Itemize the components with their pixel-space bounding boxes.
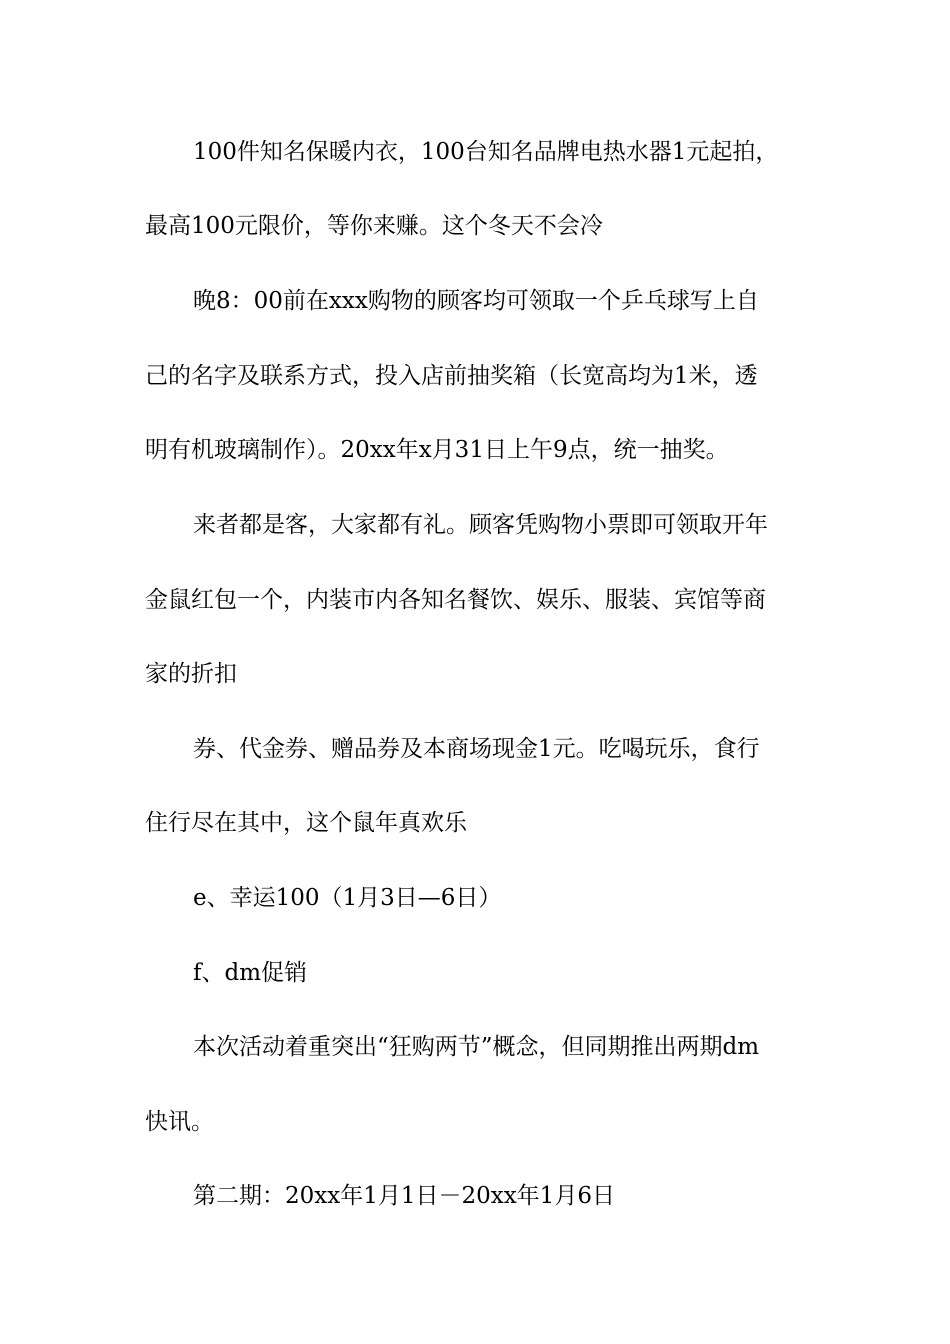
paragraph-line: 己的名字及联系方式，投入店前抽奖箱（长宽高均为1米，透 [145,363,758,389]
paragraph-line: 最高100元限价，等你来赚。这个冬天不会冷 [145,213,603,239]
paragraph-line: 住行尽在其中，这个鼠年真欢乐 [145,810,467,836]
paragraph-line: 第二期：20xx年1月1日－20xx年1月6日 [193,1183,615,1209]
paragraph-line: 100件知名保暖内衣，100台知名品牌电热水器1元起拍， [193,139,779,165]
paragraph-line: 本次活动着重突出“狂购两节”概念，但同期推出两期dm [193,1034,760,1060]
paragraph-line: 明有机玻璃制作）。20xx年x月31日上午9点，统一抽奖。 [145,437,729,463]
paragraph-line: 快讯。 [145,1109,214,1135]
paragraph-line: 家的折扣 [145,661,237,687]
section-heading: f、dm促销 [193,960,308,986]
paragraph-line: 来者都是客，大家都有礼。顾客凭购物小票即可领取开年 [193,512,768,538]
paragraph-line: 金鼠红包一个，内装市内各知名餐饮、娱乐、服装、宾馆等商 [145,587,766,613]
paragraph-line: 券、代金券、赠品券及本商场现金1元。吃喝玩乐，食行 [193,736,760,762]
paragraph-line: 晚8：00前在xxx购物的顾客均可领取一个乒乓球写上自 [193,288,759,314]
section-heading: e、幸运100（1月3日—6日） [193,885,502,911]
